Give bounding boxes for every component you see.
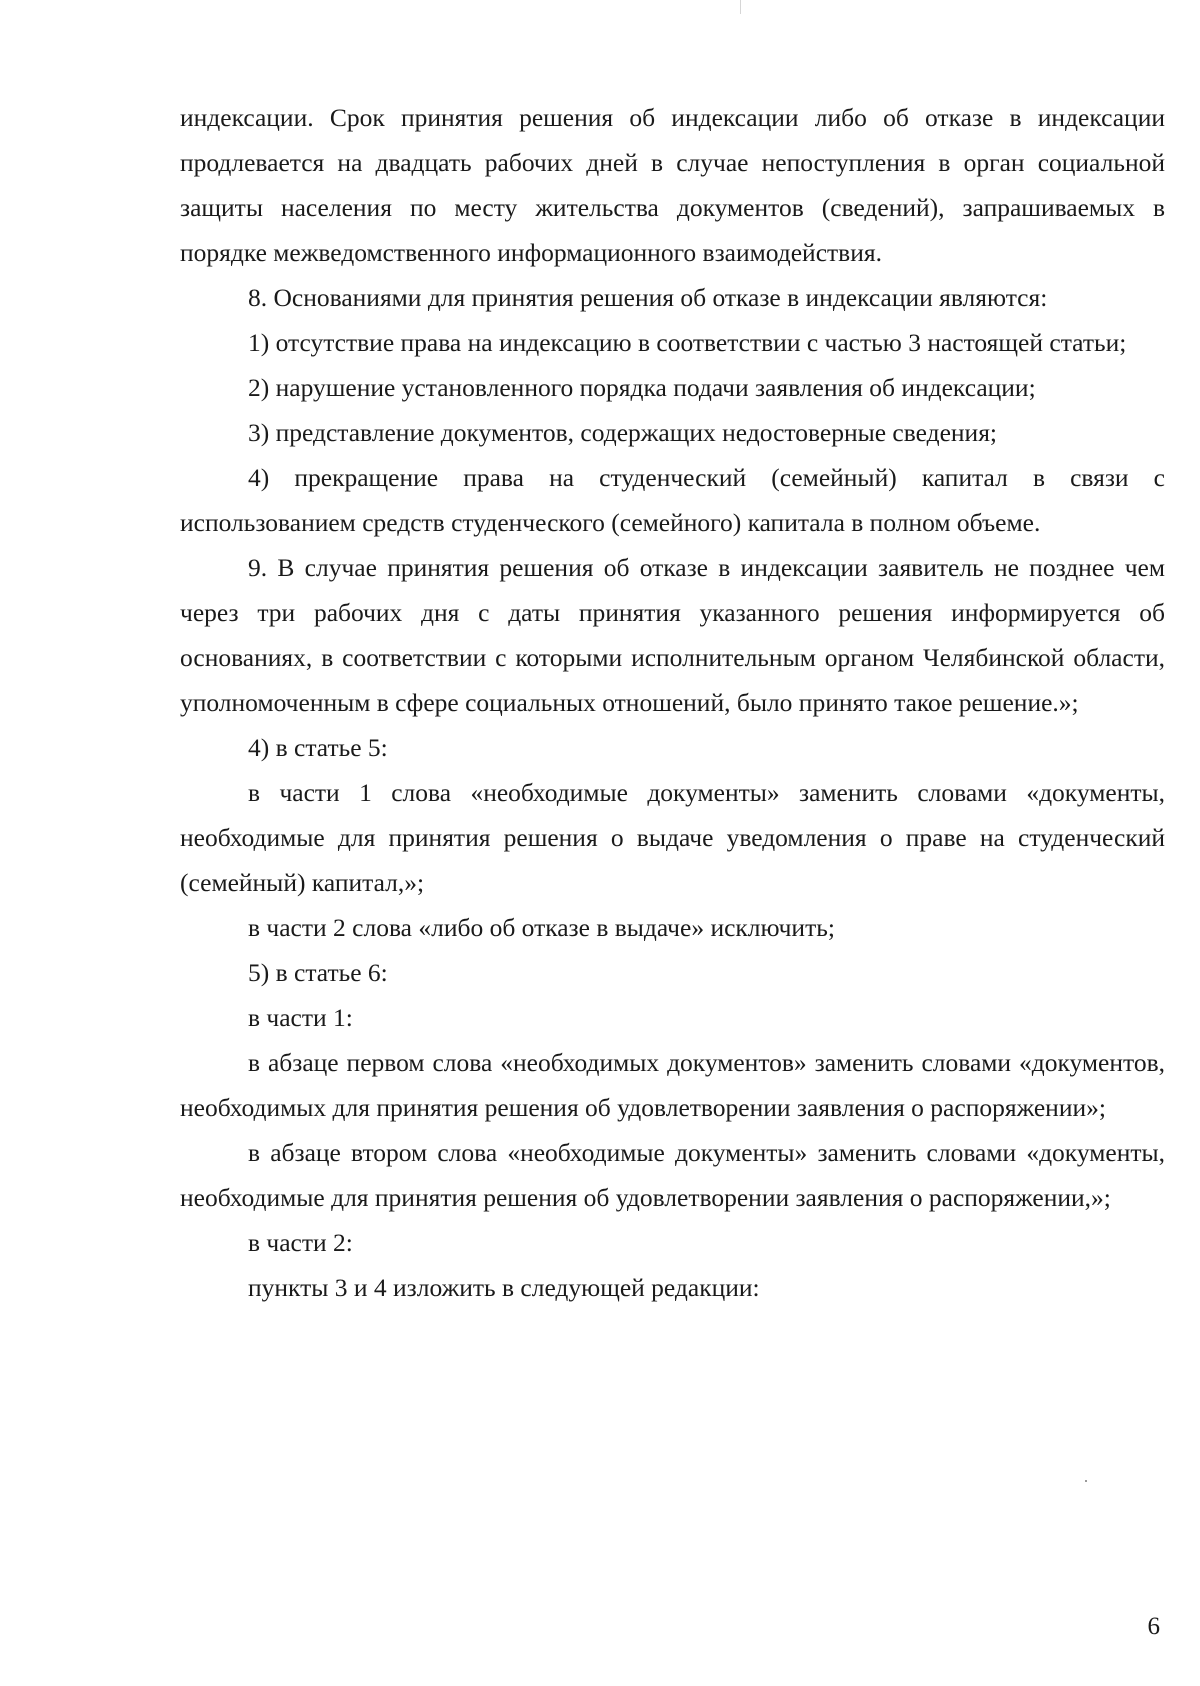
document-body bbox=[180, 95, 1165, 1310]
paragraph-continuation: индексации. Срок принятия решения об индексации либо об отказе в индексации продлевается на двадцать рабочих дней в случае непоступления в орган социальной защиты населения по месту жительства документов (сведений), запрашиваемых в порядке межведомственного информационного взаимодействия. bbox=[180, 103, 1165, 267]
scan-artifact-mark bbox=[740, 0, 741, 14]
paragraph-item-2: 2) нарушение установленного порядка подачи заявления об индексации; bbox=[248, 373, 1036, 402]
paragraph-article-6-first-abzac: в абзаце первом слова «необходимых документов» заменить словами «документов, необходимых для принятия решения об удовлетворении заявления о распоряжении»; bbox=[180, 1048, 1165, 1122]
paragraph-items-3-4-intro: пункты 3 и 4 изложить в следующей редакции: bbox=[248, 1273, 760, 1302]
paragraph-article-6-part-1: в части 1: bbox=[248, 1003, 353, 1032]
paragraph-article-6-part-2: в части 2: bbox=[248, 1228, 353, 1257]
paragraph-clause-9: 9. В случае принятия решения об отказе в индексации заявитель не позднее чем через три рабочих дня с даты принятия указанного решения информируется об основаниях, в соответствии с которыми исполнительным органом Челябинской области, уполномоченным в сфере социальных отношений, было принято такое решение.»; bbox=[180, 553, 1165, 717]
paragraph-clause-8: 8. Основаниями для принятия решения об отказе в индексации являются: bbox=[248, 283, 1048, 312]
scan-artifact-dot bbox=[1085, 1480, 1087, 1482]
paragraph-article-6-heading: 5) в статье 6: bbox=[248, 958, 388, 987]
page-number: 6 bbox=[1147, 1613, 1160, 1640]
paragraph-article-5-part-1: в части 1 слова «необходимые документы» заменить словами «документы, необходимые для принятия решения о выдаче уведомления о праве на студенческий (семейный) капитал,»; bbox=[180, 778, 1165, 897]
paragraph-item-4: 4) прекращение права на студенческий (семейный) капитал в связи с использованием средств студенческого (семейного) капитала в полном объеме. bbox=[180, 463, 1165, 537]
paragraph-item-3: 3) представление документов, содержащих недостоверные сведения; bbox=[248, 418, 998, 447]
paragraph-item-1: 1) отсутствие права на индексацию в соответствии с частью 3 настоящей статьи; bbox=[248, 328, 1127, 357]
paragraph-article-5-heading: 4) в статье 5: bbox=[248, 733, 388, 762]
paragraph-article-5-part-2: в части 2 слова «либо об отказе в выдаче» исключить; bbox=[248, 913, 835, 942]
paragraph-article-6-second-abzac: в абзаце втором слова «необходимые документы» заменить словами «документы, необходимые для принятия решения об удовлетворении заявления о распоряжении,»; bbox=[180, 1138, 1165, 1212]
